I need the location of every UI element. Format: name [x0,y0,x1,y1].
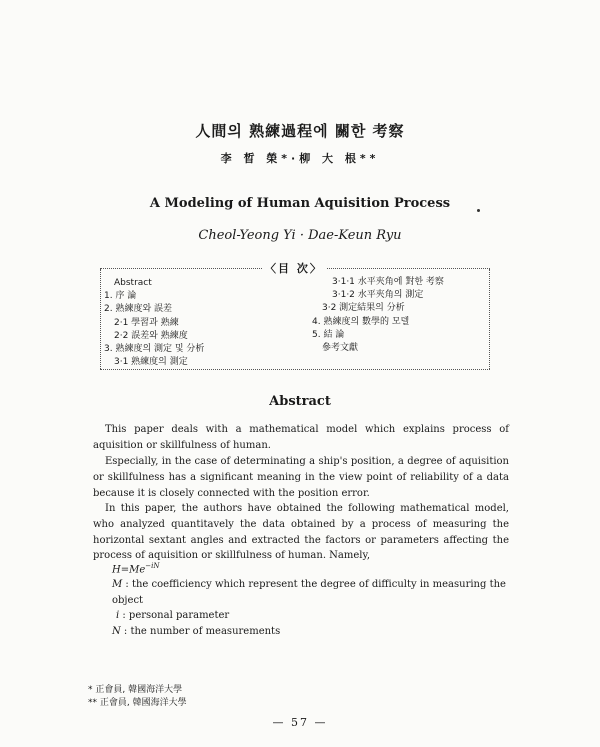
equation-exponent: −iN [145,562,160,570]
toc-item: 4. 熟練度의 數學的 모델 [312,316,410,327]
page-number: — 57 — [272,716,328,729]
equation-rhs: Me [129,564,146,576]
definition-item [112,624,512,640]
toc-item: 2·1 學習과 熟練 [114,317,179,328]
abstract-paragraph-3: In this paper, the authors have obtained the following mathematical model, who analyzed quantitavely the data obtained by a process of measuring the horizontal sextant angles and extracted the factors or parameters affecting the process of aquisition or skillfulness of human. Namely, [93,503,509,562]
definition-symbol: M [112,579,123,590]
abstract-paragraph-1: This paper deals with a mathematical model which explains process of aquisition or skillfulness of human. [93,424,509,451]
definition-text: : the number of measurements [120,625,281,637]
toc-left-column [104,277,314,369]
toc-item: 3. 熟練度의 測定 및 分析 [104,344,205,355]
toc-item: 2. 熟練度와 誤差 [104,304,173,315]
paper-title-korean: 人間의 熟練過程에 關한 考察 [195,122,405,140]
authors-korean: 李 晳 榮*·柳 大 根** [220,152,380,165]
toc-heading: 〈目 次〉 [262,260,326,276]
toc-item: 5. 結 論 [312,329,345,340]
model-equation: $H=Me^{-iN}$ [112,562,160,576]
definition-item [112,608,512,624]
footnote: * 正會員, 韓國海洋大學 [88,685,183,695]
paper-title-english: A Modeling of Human Aquisition Process [149,196,451,211]
toc-item: 1. 序 論 [104,291,137,302]
toc-item: Abstract [114,278,152,288]
definition-symbol: N [112,625,121,637]
authors-english: Cheol-Yeong Yi · Dae-Keun Ryu [198,228,402,243]
symbol-definitions [112,577,512,639]
definition-text: : the coefficiency which represent the degree of difficulty in measuring the object [112,579,506,606]
stray-dot [477,209,480,212]
equation-lhs: H [112,564,121,576]
definition-symbol: i [116,610,120,621]
toc-right-column [312,276,492,355]
toc-item: 3·2 測定結果의 分析 [322,303,405,314]
abstract-heading: Abstract [269,394,331,409]
toc-item: 參考文獻 [322,343,359,354]
definition-item [112,577,512,608]
toc-item: 3·1·1 水平夾角에 對한 考察 [332,277,444,287]
footnote: ** 正會員, 韓國海洋大學 [88,698,187,708]
toc-item: 3·1 熟練度의 測定 [114,357,188,368]
definition-text: : personal parameter [119,610,230,621]
toc-item: 3·1·2 水平夾角의 測定 [332,290,424,301]
footnotes [88,684,187,710]
toc-item: 2·2 誤差와 熟練度 [114,330,188,341]
abstract-paragraph-2: Especially, in the case of determinating a ship's position, a degree of aquisition or skillfulness has a significant meaning in the view point of reliability of a data because it is closely connected with the position error. [93,456,509,499]
